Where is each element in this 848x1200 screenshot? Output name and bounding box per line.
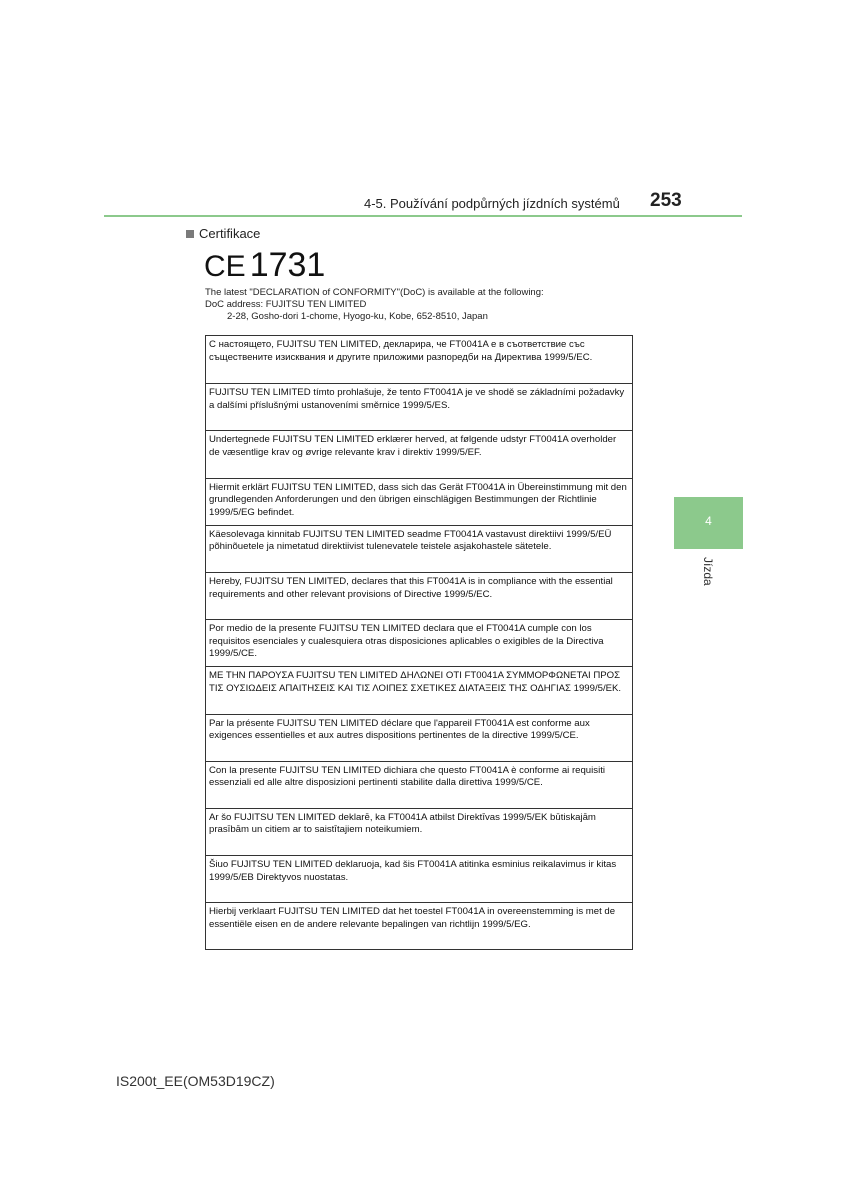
- declaration-el: ΜΕ ΤΗΝ ΠΑΡΟΥΣΑ FUJITSU TEN LIMITED ΔΗΛΩΝΕΙ ΟΤΙ FT0041A ΣΥΜΜΟΡΦΩΝΕΤΑΙ ΠΡΟΣ ΤΙΣ ΟΥΣΙΩΔΕΙΣ ΑΠΑΙΤΗΣΕΙΣ ΚΑΙ ΤΙΣ ΛΟΙΠΕΣ ΣΧΕΤΙΚΕΣ ΔΙΑΤΑΞΕΙΣ ΤΗΣ ΟΔΗΓΙΑΣ 1999/5/ΕΚ.: [206, 666, 632, 713]
- doc-info: [205, 287, 544, 323]
- chapter-tab: 4: [674, 497, 743, 549]
- declaration-it: Con la presente FUJITSU TEN LIMITED dichiara che questo FT0041A è conforme ai requisiti essenziali ed alle altre disposizioni pertinenti stabilite dalla direttiva 1999/5/CE.: [206, 761, 632, 808]
- declaration-da: Undertegnede FUJITSU TEN LIMITED erklærer herved, at følgende udstyr FT0041A overholder de væsentlige krav og øvrige relevante krav i direktiv 1999/5/EF.: [206, 430, 632, 477]
- header-rule: [104, 215, 742, 217]
- declaration-nl: Hierbij verklaart FUJITSU TEN LIMITED dat het toestel FT0041A in overeenstemming is met de essentiële eisen en de andere relevante bepalingen van richtlijn 1999/5/EG.: [206, 902, 632, 949]
- declaration-en: Hereby, FUJITSU TEN LIMITED, declares that this FT0041A is in compliance with the essential requirements and other relevant provisions of Directive 1999/5/EC.: [206, 572, 632, 619]
- section-heading-label: Certifikace: [199, 226, 261, 241]
- doc-info-line: The latest "DECLARATION of CONFORMITY"(DoC) is available at the following:: [205, 287, 544, 298]
- declaration-es: Por medio de la presente FUJITSU TEN LIMITED declara que el FT0041A cumple con los requisitos esenciales y cualesquiera otras disposiciones aplicables o exigibles de la Directiva 1999/5/CE.: [206, 619, 632, 666]
- ce-number: 1731: [249, 246, 326, 284]
- chapter-label: Jízda: [701, 557, 715, 586]
- declaration-fr: Par la présente FUJITSU TEN LIMITED déclare que l'appareil FT0041A est conforme aux exigences essentielles et aux autres dispositions pertinentes de la directive 1999/5/CE.: [206, 714, 632, 761]
- footer-model-code: IS200t_EE(OM53D19CZ): [116, 1073, 275, 1089]
- doc-info-line: DoC address: FUJITSU TEN LIMITED: [205, 299, 367, 310]
- page-number: 253: [650, 190, 682, 211]
- doc-info-line: 2-28, Gosho-dori 1-chome, Hyogo-ku, Kobe, 652-8510, Japan: [227, 311, 488, 322]
- ce-symbol: CE: [204, 250, 246, 283]
- declaration-de: Hiermit erklärt FUJITSU TEN LIMITED, dass sich das Gerät FT0041A in Übereinstimmung mit den grundlegenden Anforderungen und den übrigen einschlägigen Bestimmungen der Richtlinie 1999/5/EG befindet.: [206, 478, 632, 525]
- ce-mark: [204, 246, 325, 285]
- square-bullet-icon: [186, 230, 194, 238]
- header-section-title: 4-5. Používání podpůrných jízdních systémů: [364, 196, 620, 211]
- declaration-lv: Ar šo FUJITSU TEN LIMITED deklarē, ka FT0041A atbilst Direktīvas 1999/5/EK būtiskajām prasībām un citiem ar to saistītajiem noteikumiem.: [206, 808, 632, 855]
- declaration-cs: FUJITSU TEN LIMITED tímto prohlašuje, že tento FT0041A je ve shodě se základními požadavky a dalšími příslušnými ustanoveními směrnice 1999/5/ES.: [206, 383, 632, 430]
- section-heading: [186, 226, 260, 241]
- declarations-table: [205, 335, 633, 950]
- declaration-lt: Šiuo FUJITSU TEN LIMITED deklaruoja, kad šis FT0041A atitinka esminius reikalavimus ir kitas 1999/5/EB Direktyvos nuostatas.: [206, 855, 632, 902]
- declaration-et: Käesolevaga kinnitab FUJITSU TEN LIMITED seadme FT0041A vastavust direktiivi 1999/5/EÜ põhinõuetele ja nimetatud direktiivist tulenevatele teistele asjakohastele sätetele.: [206, 525, 632, 572]
- declaration-bg: С настоящето, FUJITSU TEN LIMITED, декларира, че FT0041A е в съответствие със съществените изисквания и другите приложими разпоредби на Директива 1999/5/ЕС.: [209, 339, 593, 363]
